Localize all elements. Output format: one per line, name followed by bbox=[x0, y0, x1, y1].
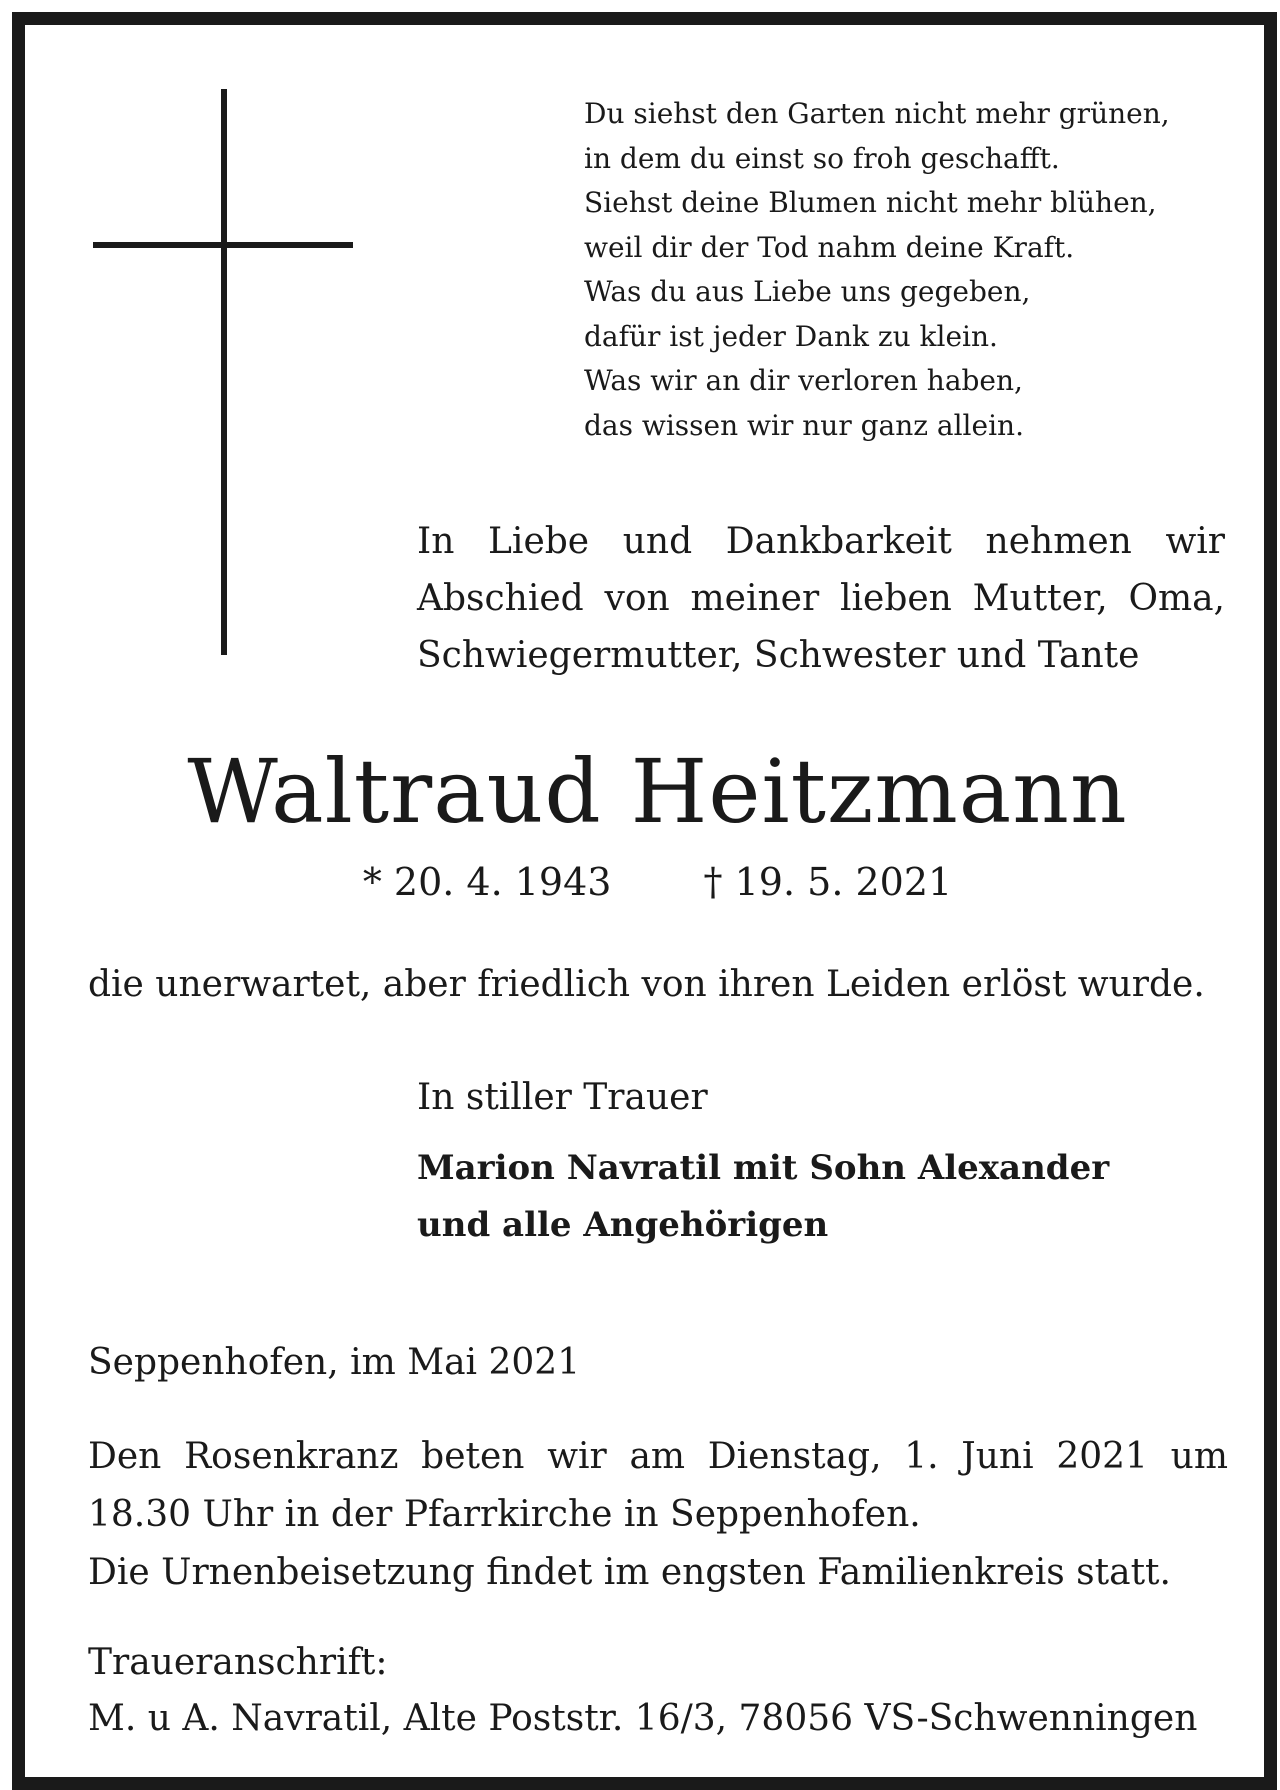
service-line: Den Rosenkranz beten wir am Dienstag, 1. Juni 2021 um bbox=[88, 1436, 1228, 1477]
poem-line: Was du aus Liebe uns gegeben, bbox=[584, 275, 1031, 308]
mourning-address bbox=[88, 1635, 1228, 1747]
birth-date: * 20. 4. 1943 bbox=[362, 860, 612, 904]
address-line: M. u A. Navratil, Alte Poststr. 16/3, 78056 VS-Schwenningen bbox=[88, 1698, 1198, 1739]
service-line: 18.30 Uhr in der Pfarrkirche in Seppenhofen. bbox=[88, 1494, 921, 1535]
poem-line: Was wir an dir verloren haben, bbox=[584, 364, 1023, 397]
poem bbox=[584, 92, 1224, 448]
intro-line: Abschied von meiner lieben Mutter, Oma, bbox=[417, 578, 1225, 619]
poem-line: Siehst deine Blumen nicht mehr blühen, bbox=[584, 186, 1157, 219]
mourners bbox=[417, 1140, 1225, 1254]
mourner-line: und alle Angehörigen bbox=[417, 1205, 829, 1245]
poem-line: das wissen wir nur ganz allein. bbox=[584, 408, 1024, 442]
life-dates bbox=[25, 855, 1280, 909]
sorrow-label: In stiller Trauer bbox=[417, 1077, 708, 1118]
cross-horizontal-bar bbox=[93, 242, 353, 248]
intro-line: In Liebe und Dankbarkeit nehmen wir bbox=[417, 521, 1225, 562]
intro-text bbox=[417, 513, 1225, 684]
released-text: die unerwartet, aber friedlich von ihren Leiden erlöst wurde. bbox=[88, 964, 1205, 1005]
poem-line: dafür ist jeder Dank zu klein. bbox=[584, 319, 998, 353]
mourner-line: Marion Navratil mit Sohn Alexander bbox=[417, 1148, 1110, 1188]
service-line: Die Urnenbeisetzung findet im engsten Familienkreis statt. bbox=[88, 1552, 1171, 1593]
place-date: Seppenhofen, im Mai 2021 bbox=[88, 1342, 581, 1383]
intro-line: Schwiegermutter, Schwester und Tante bbox=[417, 635, 1140, 676]
cross-vertical-bar bbox=[221, 89, 227, 655]
poem-line: weil dir der Tod nahm deine Kraft. bbox=[584, 230, 1075, 264]
poem-line: in dem du einst so froh geschafft. bbox=[584, 141, 1060, 175]
poem-line: Du siehst den Garten nicht mehr grünen, bbox=[584, 97, 1170, 130]
deceased-name: Waltraud Heitzmann bbox=[187, 740, 1128, 843]
obituary-frame bbox=[12, 12, 1277, 1790]
service-info bbox=[88, 1428, 1228, 1602]
address-label: Traueranschrift: bbox=[88, 1642, 388, 1683]
death-date: † 19. 5. 2021 bbox=[703, 860, 953, 904]
